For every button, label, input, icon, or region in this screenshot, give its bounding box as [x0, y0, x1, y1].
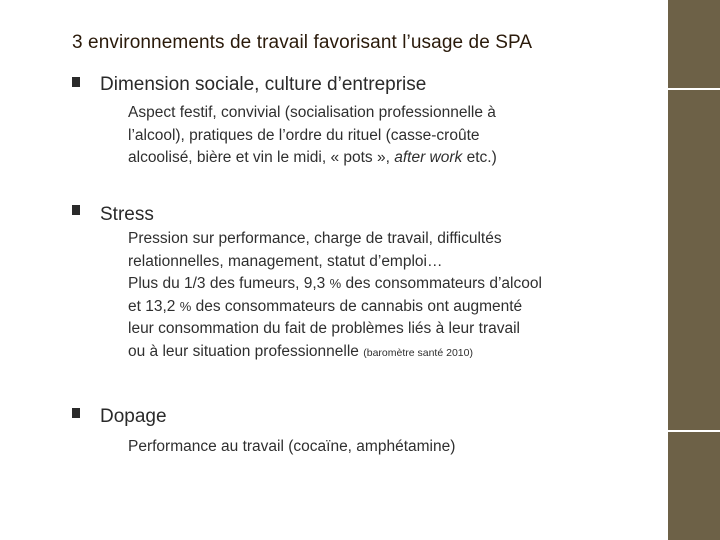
- band-divider: [668, 88, 720, 90]
- text-fragment: des consommateurs d’alcool: [341, 275, 542, 292]
- section-text-doping: [128, 436, 628, 459]
- text-line: Pression sur performance, charge de travail, difficultés: [128, 230, 502, 247]
- percent-sign: %: [179, 298, 192, 314]
- text-fragment: et 13,2: [128, 297, 180, 315]
- text-line: [128, 296, 628, 319]
- square-bullet-icon: [72, 408, 80, 418]
- text-fragment: des consommateurs de cannabis ont augmenté: [191, 297, 523, 315]
- text-fragment: ou à leur situation professionnelle: [128, 342, 364, 360]
- text-fragment: etc.): [462, 149, 497, 166]
- text-fragment-italic: after work: [394, 149, 463, 166]
- slide-title: 3 environnements de travail favorisant l’usage de SPA: [72, 32, 533, 53]
- section-text-stress: [128, 228, 628, 364]
- text-line: Performance au travail (cocaïne, amphétamine): [128, 438, 456, 455]
- text-line: [128, 341, 628, 365]
- section-heading-social: Dimension sociale, culture d’entreprise: [100, 74, 427, 95]
- decorative-side-band: [668, 0, 720, 540]
- section-heading-doping: Dopage: [100, 406, 167, 427]
- section-heading-stress: Stress: [100, 204, 154, 225]
- text-line: relationnelles, management, statut d’emploi…: [128, 252, 443, 270]
- source-citation: (baromètre santé 2010): [363, 346, 473, 359]
- band-divider: [668, 430, 720, 432]
- text-line: leur consommation du fait de problèmes liés à leur travail: [128, 320, 520, 337]
- text-line: [128, 273, 628, 296]
- percent-sign: %: [329, 276, 342, 291]
- text-fragment: alcoolisé, bière et vin le midi, « pots »,: [128, 149, 395, 166]
- text-line: l’alcool), pratiques de l’ordre du rituel (casse-croûte: [128, 126, 480, 144]
- square-bullet-icon: [72, 205, 80, 215]
- section-text-social: [128, 102, 628, 170]
- text-fragment: Plus du 1/3 des fumeurs, 9,3: [128, 275, 330, 292]
- text-line: [128, 147, 628, 170]
- text-line: Aspect festif, convivial (socialisation professionnelle à: [128, 104, 496, 121]
- square-bullet-icon: [72, 77, 80, 87]
